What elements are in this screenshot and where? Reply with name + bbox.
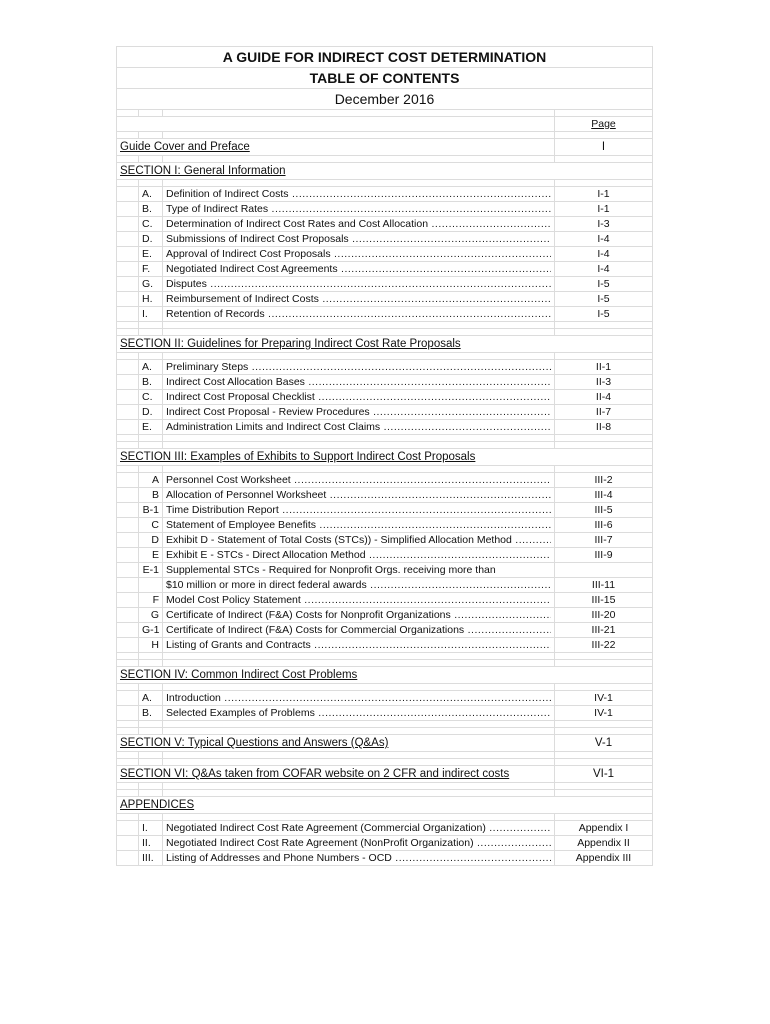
appendix-items — [117, 821, 653, 866]
toc-entry-page: III-21 — [555, 623, 653, 638]
toc-entry-text: Indirect Cost Allocation Bases ..... — [166, 375, 551, 389]
toc-entry-text: Submissions of Indirect Cost Proposals ..... — [166, 232, 551, 246]
toc-entry — [117, 503, 653, 518]
section-5-heading: SECTION V: Typical Questions and Answers (Q&As) — [120, 737, 389, 749]
toc-entry-page: II-4 — [555, 390, 653, 405]
toc-entry-text: Listing of Grants and Contracts ..... — [166, 638, 551, 652]
toc-entry-page: IV-1 — [555, 706, 653, 721]
toc-entry-text: Supplemental STCs - Required for Nonprofit Orgs. receiving more than — [166, 564, 496, 576]
document-title: A GUIDE FOR INDIRECT COST DETERMINATION — [117, 47, 653, 68]
toc-entry-page: I-1 — [555, 187, 653, 202]
toc-entry-page: Appendix I — [555, 821, 653, 836]
toc-sheet — [116, 46, 653, 866]
toc-entry — [117, 578, 653, 593]
toc-entry-letter: G. — [139, 277, 163, 292]
toc-entry-letter — [139, 578, 163, 593]
toc-entry — [117, 836, 653, 851]
toc-entry-letter: II. — [139, 836, 163, 851]
toc-entry-text: Statement of Employee Benefits ..... — [166, 518, 551, 532]
toc-entry-letter: D — [139, 533, 163, 548]
toc-entry-letter: D. — [139, 232, 163, 247]
toc-entry — [117, 390, 653, 405]
toc-entry-page: I-3 — [555, 217, 653, 232]
toc-entry-text: Certificate of Indirect (F&A) Costs for Nonprofit Organizations ..... — [166, 608, 551, 622]
document-date: December 2016 — [117, 89, 653, 110]
toc-entry-text: Certificate of Indirect (F&A) Costs for Commercial Organizations ..... — [166, 623, 551, 637]
toc-entry-letter: E. — [139, 420, 163, 435]
toc-entry-letter: A — [139, 473, 163, 488]
toc-entry-text: Negotiated Indirect Cost Rate Agreement (NonProfit Organization) ..... — [166, 836, 551, 850]
toc-entry-page: III-15 — [555, 593, 653, 608]
section-1-items — [117, 187, 653, 322]
toc-entry — [117, 360, 653, 375]
toc-entry-text: Allocation of Personnel Worksheet ..... — [166, 488, 551, 502]
toc-entry — [117, 548, 653, 563]
section-3-heading: SECTION III: Examples of Exhibits to Support Indirect Cost Proposals — [120, 451, 476, 463]
toc-entry-page: I-4 — [555, 247, 653, 262]
toc-entry-text: Personnel Cost Worksheet ..... — [166, 473, 551, 487]
section-2-heading: SECTION II: Guidelines for Preparing Indirect Cost Rate Proposals — [120, 338, 461, 350]
toc-entry-text: Type of Indirect Rates ..... — [166, 202, 551, 216]
toc-entry-text: Introduction ..... — [166, 691, 551, 705]
section-5-page: V-1 — [555, 735, 653, 752]
page-column-header: Page — [555, 117, 653, 132]
toc-entry-text: Indirect Cost Proposal Checklist ..... — [166, 390, 551, 404]
toc-entry — [117, 533, 653, 548]
toc-entry — [117, 851, 653, 866]
toc-entry — [117, 623, 653, 638]
cover-preface-page: I — [555, 139, 653, 156]
toc-entry-text: Exhibit D - Statement of Total Costs (STCs)) - Simplified Allocation Method ..... — [166, 533, 551, 547]
toc-entry-text: Negotiated Indirect Cost Agreements ..... — [166, 262, 551, 276]
toc-entry-text: $10 million or more in direct federal awards ..... — [166, 578, 551, 592]
toc-entry-text: Definition of Indirect Costs ..... — [166, 187, 551, 201]
toc-entry — [117, 473, 653, 488]
toc-entry-letter: E-1 — [139, 563, 163, 578]
toc-entry-letter: D. — [139, 405, 163, 420]
toc-entry-letter: B. — [139, 202, 163, 217]
toc-entry — [117, 638, 653, 653]
toc-entry-letter: G-1 — [139, 623, 163, 638]
toc-entry-text: Administration Limits and Indirect Cost Claims ..... — [166, 420, 551, 434]
cover-preface-label: Guide Cover and Preface — [120, 141, 250, 153]
toc-entry-text: Approval of Indirect Cost Proposals ..... — [166, 247, 551, 261]
toc-entry-page: III-4 — [555, 488, 653, 503]
toc-entry — [117, 202, 653, 217]
toc-entry-letter: F. — [139, 262, 163, 277]
section-1-heading: SECTION I: General Information — [120, 165, 286, 177]
toc-entry-letter: III. — [139, 851, 163, 866]
toc-entry-page: IV-1 — [555, 691, 653, 706]
toc-entry — [117, 706, 653, 721]
toc-entry-page: Appendix II — [555, 836, 653, 851]
section-2-items — [117, 360, 653, 435]
toc-entry — [117, 691, 653, 706]
toc-entry-page: III-20 — [555, 608, 653, 623]
section-3-items — [117, 473, 653, 653]
toc-entry-text: Time Distribution Report ..... — [166, 503, 551, 517]
toc-body — [117, 47, 653, 187]
toc-entry — [117, 232, 653, 247]
toc-entry-page: III-11 — [555, 578, 653, 593]
toc-entry-letter: I. — [139, 307, 163, 322]
toc-entry-letter: C. — [139, 390, 163, 405]
toc-entry-letter: A. — [139, 691, 163, 706]
toc-entry-letter: A. — [139, 360, 163, 375]
toc-entry-text: Exhibit E - STCs - Direct Allocation Method ..... — [166, 548, 551, 562]
toc-entry-text: Selected Examples of Problems ..... — [166, 706, 551, 720]
toc-entry-letter: G — [139, 608, 163, 623]
toc-entry — [117, 307, 653, 322]
toc-entry-letter: B. — [139, 375, 163, 390]
toc-entry-letter: E. — [139, 247, 163, 262]
toc-entry-letter: C. — [139, 217, 163, 232]
toc-entry-page: II-8 — [555, 420, 653, 435]
toc-entry-letter: H — [139, 638, 163, 653]
toc-entry — [117, 405, 653, 420]
toc-entry — [117, 593, 653, 608]
toc-entry — [117, 277, 653, 292]
appendices-heading: APPENDICES — [120, 799, 195, 811]
toc-entry-page: I-1 — [555, 202, 653, 217]
toc-entry — [117, 292, 653, 307]
section-4-items — [117, 691, 653, 721]
toc-entry-text: Determination of Indirect Cost Rates and Cost Allocation ..... — [166, 217, 551, 231]
toc-entry-page: III-5 — [555, 503, 653, 518]
toc-entry-page: III-6 — [555, 518, 653, 533]
section-4-heading: SECTION IV: Common Indirect Cost Problems — [120, 669, 358, 681]
toc-entry — [117, 821, 653, 836]
toc-entry — [117, 247, 653, 262]
toc-entry-text: Reimbursement of Indirect Costs ..... — [166, 292, 551, 306]
toc-entry-letter: I. — [139, 821, 163, 836]
toc-entry-letter: B. — [139, 706, 163, 721]
toc-entry-page: I-4 — [555, 262, 653, 277]
toc-entry — [117, 187, 653, 202]
toc-entry-page: III-2 — [555, 473, 653, 488]
toc-entry-page: I-4 — [555, 232, 653, 247]
toc-entry-page: II-3 — [555, 375, 653, 390]
toc-entry-text: Model Cost Policy Statement ..... — [166, 593, 551, 607]
document-subtitle: TABLE OF CONTENTS — [117, 68, 653, 89]
toc-entry-page: III-7 — [555, 533, 653, 548]
toc-entry — [117, 563, 653, 578]
toc-entry — [117, 420, 653, 435]
toc-entry-letter: B-1 — [139, 503, 163, 518]
toc-entry-page: III-9 — [555, 548, 653, 563]
toc-entry-page: III-22 — [555, 638, 653, 653]
toc-entry-page: I-5 — [555, 292, 653, 307]
toc-entry-text: Indirect Cost Proposal - Review Procedures ..... — [166, 405, 551, 419]
toc-entry — [117, 488, 653, 503]
toc-entry-page: II-7 — [555, 405, 653, 420]
toc-entry-text: Negotiated Indirect Cost Rate Agreement (Commercial Organization) ..... — [166, 821, 551, 835]
toc-entry-text: Listing of Addresses and Phone Numbers - OCD ..... — [166, 851, 551, 865]
toc-entry-page: Appendix III — [555, 851, 653, 866]
toc-entry-text: Preliminary Steps ..... — [166, 360, 551, 374]
toc-entry-text: Retention of Records ..... — [166, 307, 551, 321]
toc-entry-letter: C — [139, 518, 163, 533]
toc-entry-letter: F — [139, 593, 163, 608]
toc-entry-letter: B — [139, 488, 163, 503]
toc-entry — [117, 217, 653, 232]
toc-entry-page — [555, 563, 653, 578]
toc-entry — [117, 518, 653, 533]
toc-entry — [117, 262, 653, 277]
toc-entry-letter: E — [139, 548, 163, 563]
toc-entry-page: I-5 — [555, 277, 653, 292]
toc-entry — [117, 375, 653, 390]
toc-entry-letter: A. — [139, 187, 163, 202]
section-6-page: VI-1 — [555, 766, 653, 783]
toc-entry-text: Disputes ..... — [166, 277, 551, 291]
toc-entry — [117, 608, 653, 623]
toc-entry-letter: H. — [139, 292, 163, 307]
section-6-heading: SECTION VI: Q&As taken from COFAR website on 2 CFR and indirect costs — [120, 768, 510, 780]
toc-entry-page: I-5 — [555, 307, 653, 322]
toc-entry-page: II-1 — [555, 360, 653, 375]
